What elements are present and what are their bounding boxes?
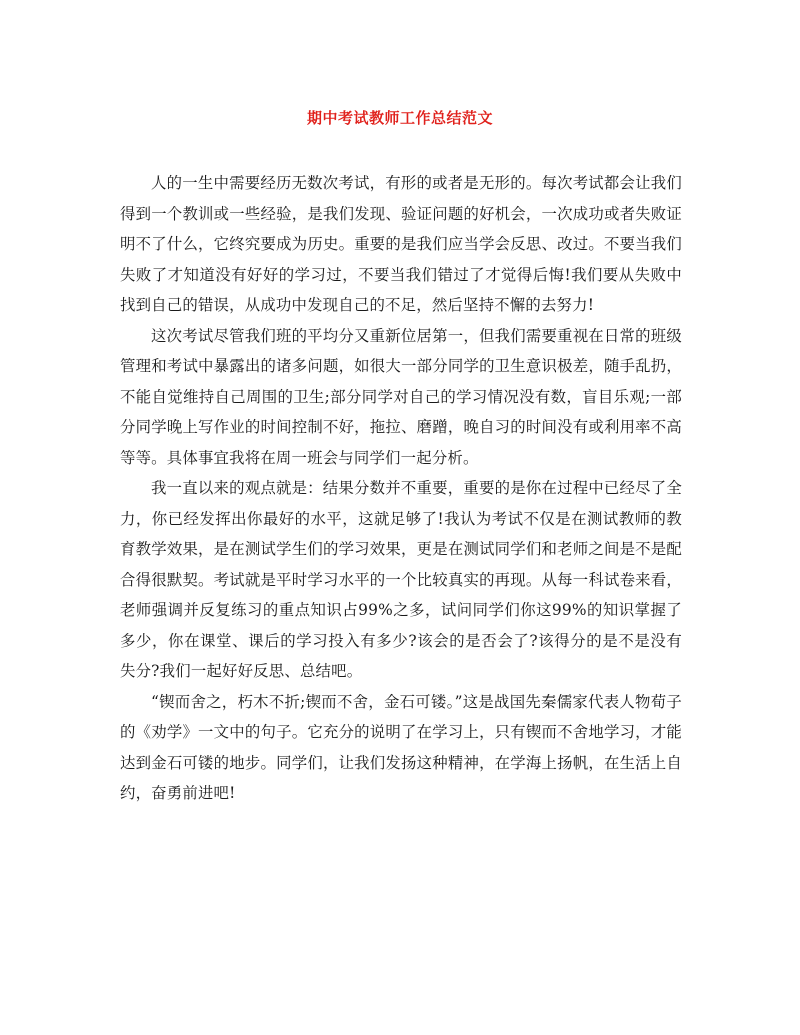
- document-body: [120, 168, 682, 809]
- paragraph-3: 我一直以来的观点就是：结果分数并不重要，重要的是你在过程中已经尽了全力，你已经发挥出你最好的水平，这就足够了!我认为考试不仅是在测试教师的教育教学效果，是在测试学生们的学习效果，更是在测试同学们和老师之间是不是配合得很默契。考试就是平时学习水平的一个比较真实的再现。从每一科试卷来看，老师强调并反复练习的重点知识占99%之多，试问同学们你这99%的知识掌握了多少，你在课堂、课后的学习投入有多少?该会的是否会了?该得分的是不是没有失分?我们一起好好反思、总结吧。: [120, 479, 682, 680]
- paragraph-4: “锲而舍之，朽木不折;锲而不舍，金石可镂。”这是战国先秦儒家代表人物荀子的《劝学》一文中的句子。它充分的说明了在学习上，只有锲而不舍地学习，才能达到金石可镂的地步。同学们，让我们发扬这种精神，在学海上扬帆，在生活上自约，奋勇前进吧!: [120, 692, 682, 802]
- document-title: 期中考试教师工作总结范文: [306, 109, 493, 127]
- paragraph-2: 这次考试尽管我们班的平均分又重新位居第一，但我们需要重视在日常的班级管理和考试中暴露出的诸多问题，如很大一部分同学的卫生意识极差，随手乱扔，不能自觉维持自己周围的卫生;部分同学对自己的学习情况没有数，盲目乐观;一部分同学晚上写作业的时间控制不好，拖拉、磨蹭，晚自习的时间没有或利用率不高等等。具体事宜我将在周一班会与同学们一起分析。: [120, 326, 682, 467]
- paragraph-1: 人的一生中需要经历无数次考试，有形的或者是无形的。每次考试都会让我们得到一个教训或一些经验，是我们发现、验证问题的好机会，一次成功或者失败证明不了什么，它终究要成为历史。重要的是我们应当学会反思、改过。不要当我们失败了才知道没有好好的学习过，不要当我们错过了才觉得后悔!我们要从失败中找到自己的错误，从成功中发现自己的不足，然后坚持不懈的去努力!: [120, 174, 682, 314]
